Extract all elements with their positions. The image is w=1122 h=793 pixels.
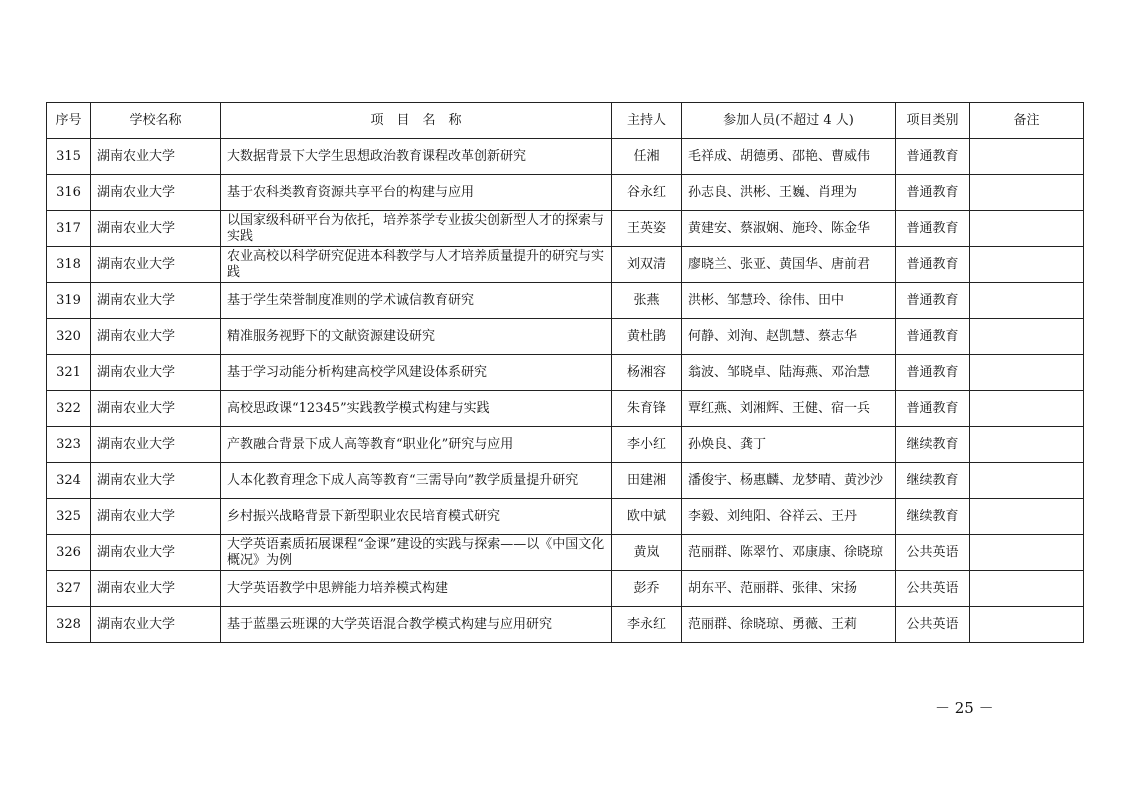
cell-school: 湖南农业大学 [91,139,221,175]
cell-host: 刘双清 [612,247,682,283]
cell-no: 323 [47,427,91,463]
cell-no: 326 [47,535,91,571]
cell-project: 大学英语教学中思辨能力培养模式构建 [221,571,612,607]
cell-members: 廖晓兰、张亚、黄国华、唐前君 [682,247,896,283]
cell-host: 黄杜鹃 [612,319,682,355]
cell-category: 普通教育 [896,355,970,391]
cell-school: 湖南农业大学 [91,499,221,535]
cell-no: 315 [47,139,91,175]
cell-school: 湖南农业大学 [91,175,221,211]
cell-host: 田建湘 [612,463,682,499]
cell-no: 322 [47,391,91,427]
cell-school: 湖南农业大学 [91,535,221,571]
cell-members: 胡东平、范丽群、张律、宋扬 [682,571,896,607]
cell-note [970,571,1084,607]
cell-note [970,535,1084,571]
header-no: 序号 [47,103,91,139]
cell-host: 谷永红 [612,175,682,211]
cell-project: 人本化教育理念下成人高等教育“三需导向”教学质量提升研究 [221,463,612,499]
cell-school: 湖南农业大学 [91,355,221,391]
cell-school: 湖南农业大学 [91,211,221,247]
table-row [47,427,1084,463]
cell-no: 324 [47,463,91,499]
cell-no: 319 [47,283,91,319]
table-row [47,211,1084,247]
cell-host: 任湘 [612,139,682,175]
cell-note [970,319,1084,355]
cell-members: 何静、刘洵、赵凯慧、蔡志华 [682,319,896,355]
cell-project: 基于学生荣誉制度准则的学术诚信教育研究 [221,283,612,319]
cell-host: 彭乔 [612,571,682,607]
cell-host: 李永红 [612,607,682,643]
cell-no: 321 [47,355,91,391]
cell-project: 高校思政课“12345”实践教学模式构建与实践 [221,391,612,427]
cell-members: 黄建安、蔡淑娴、施玲、陈金华 [682,211,896,247]
header-school: 学校名称 [91,103,221,139]
cell-category: 公共英语 [896,571,970,607]
cell-members: 洪彬、邹慧玲、徐伟、田中 [682,283,896,319]
cell-note [970,283,1084,319]
cell-note [970,247,1084,283]
cell-category: 公共英语 [896,535,970,571]
header-host: 主持人 [612,103,682,139]
cell-project: 大学英语素质拓展课程“金课”建设的实践与探索——以《中国文化概况》为例 [221,535,612,571]
cell-school: 湖南农业大学 [91,283,221,319]
cell-project: 精准服务视野下的文献资源建设研究 [221,319,612,355]
cell-host: 王英姿 [612,211,682,247]
cell-school: 湖南农业大学 [91,427,221,463]
cell-note [970,211,1084,247]
cell-project: 乡村振兴战略背景下新型职业农民培育模式研究 [221,499,612,535]
cell-note [970,499,1084,535]
cell-no: 325 [47,499,91,535]
cell-members: 覃红燕、刘湘辉、王健、宿一兵 [682,391,896,427]
cell-category: 公共英语 [896,607,970,643]
header-note: 备注 [970,103,1084,139]
cell-no: 327 [47,571,91,607]
table-row [47,463,1084,499]
table-row [47,571,1084,607]
cell-project: 农业高校以科学研究促进本科教学与人才培养质量提升的研究与实践 [221,247,612,283]
table-row [47,499,1084,535]
cell-project: 以国家级科研平台为依托，培养茶学专业拔尖创新型人才的探索与实践 [221,211,612,247]
cell-category: 普通教育 [896,211,970,247]
cell-no: 328 [47,607,91,643]
cell-school: 湖南农业大学 [91,247,221,283]
cell-school: 湖南农业大学 [91,571,221,607]
cell-project: 基于蓝墨云班课的大学英语混合教学模式构建与应用研究 [221,607,612,643]
cell-school: 湖南农业大学 [91,391,221,427]
table-row [47,535,1084,571]
cell-category: 普通教育 [896,247,970,283]
cell-host: 欧中斌 [612,499,682,535]
table-row [47,319,1084,355]
table-row [47,175,1084,211]
header-category: 项目类别 [896,103,970,139]
cell-note [970,175,1084,211]
cell-category: 继续教育 [896,499,970,535]
cell-members: 孙志良、洪彬、王巍、肖理为 [682,175,896,211]
cell-host: 杨湘容 [612,355,682,391]
table-row [47,391,1084,427]
cell-category: 普通教育 [896,319,970,355]
cell-members: 翁波、邹晓卓、陆海燕、邓治慧 [682,355,896,391]
table-row [47,607,1084,643]
cell-no: 320 [47,319,91,355]
header-members: 参加人员(不超过 4 人) [682,103,896,139]
cell-host: 张燕 [612,283,682,319]
cell-category: 普通教育 [896,391,970,427]
cell-members: 孙焕良、龚丁 [682,427,896,463]
cell-note [970,391,1084,427]
table-row [47,355,1084,391]
cell-note [970,427,1084,463]
cell-no: 317 [47,211,91,247]
cell-note [970,139,1084,175]
cell-project: 大数据背景下大学生思想政治教育课程改革创新研究 [221,139,612,175]
cell-host: 黄岚 [612,535,682,571]
cell-note [970,607,1084,643]
cell-host: 李小红 [612,427,682,463]
cell-category: 继续教育 [896,463,970,499]
header-project: 项 目 名 称 [221,103,612,139]
cell-project: 基于学习动能分析构建高校学风建设体系研究 [221,355,612,391]
page-number: － 25 － [935,699,994,717]
cell-no: 316 [47,175,91,211]
cell-host: 朱育锋 [612,391,682,427]
cell-school: 湖南农业大学 [91,319,221,355]
cell-note [970,463,1084,499]
cell-category: 普通教育 [896,175,970,211]
cell-note [970,355,1084,391]
cell-category: 普通教育 [896,283,970,319]
cell-members: 李毅、刘纯阳、谷祥云、王丹 [682,499,896,535]
cell-category: 继续教育 [896,427,970,463]
cell-project: 基于农科类教育资源共享平台的构建与应用 [221,175,612,211]
cell-project: 产教融合背景下成人高等教育“职业化”研究与应用 [221,427,612,463]
cell-members: 范丽群、徐晓琼、勇薇、王莉 [682,607,896,643]
cell-members: 范丽群、陈翠竹、邓康康、徐晓琼 [682,535,896,571]
table-row [47,247,1084,283]
cell-school: 湖南农业大学 [91,607,221,643]
cell-school: 湖南农业大学 [91,463,221,499]
table-row [47,139,1084,175]
table-row [47,283,1084,319]
cell-members: 毛祥成、胡德勇、邵艳、曹威伟 [682,139,896,175]
cell-category: 普通教育 [896,139,970,175]
cell-no: 318 [47,247,91,283]
project-table [46,102,1084,643]
cell-members: 潘俊宇、杨惠麟、龙梦晴、黄沙沙 [682,463,896,499]
table-header-row [47,103,1084,139]
